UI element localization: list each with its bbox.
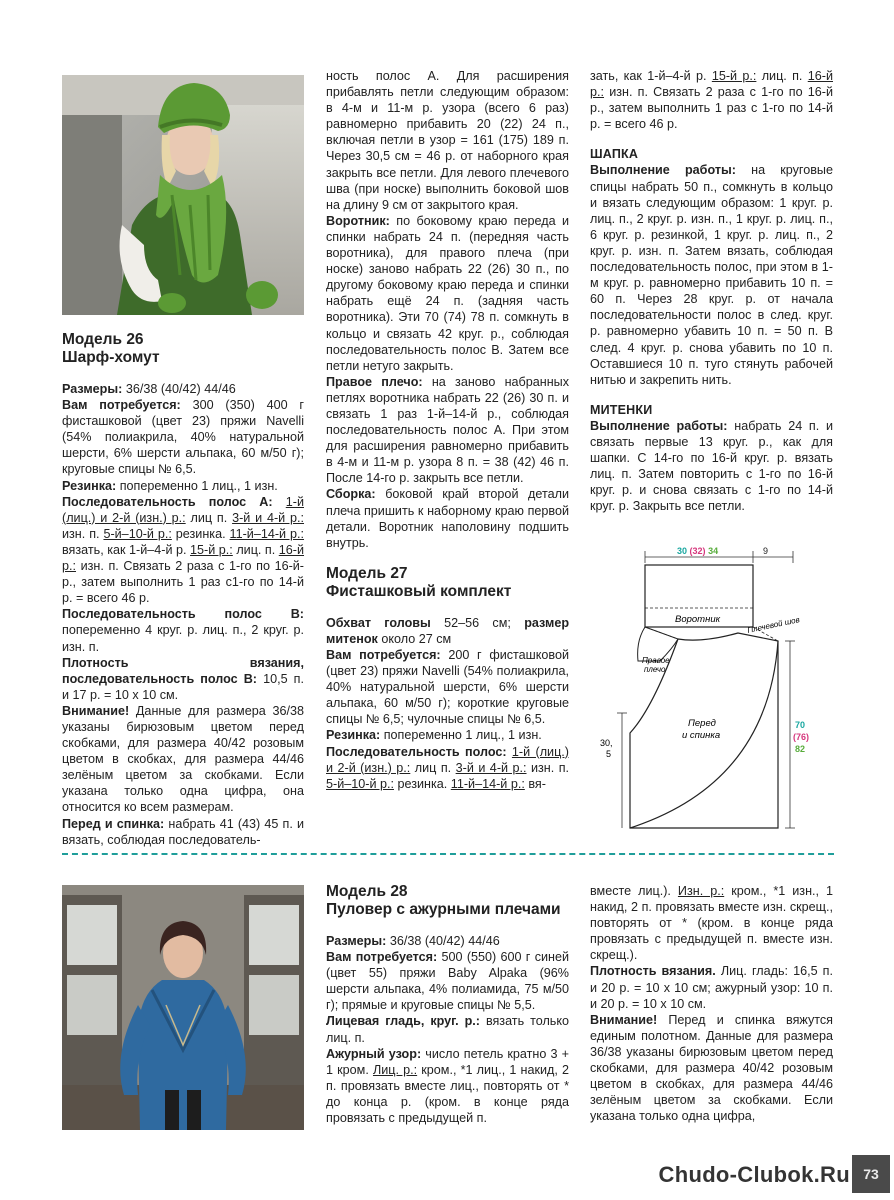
label-front-back-2: и спинка <box>682 730 721 741</box>
column-2 <box>326 68 569 792</box>
column-4 <box>326 883 569 1126</box>
model-27-sizes: Обхват головы 52–56 см; размер митенок около 27 см <box>326 615 570 646</box>
svg-text:30 (32) 34 <box>677 546 718 556</box>
dim-top-size-3: 34 <box>708 546 719 556</box>
model-28-attention: Внимание! Перед и спинка вяжутся единым полотном. Данные для размера 36/38 указаны бирюзовым цветом перед скобками, для размера 40/42 розовым цветом в скобках, для размера 44/46 зелёным цветом за скобками. Если указана только одна цифра, <box>590 1012 833 1124</box>
model-26-right-shoulder: Правое плечо: на заново набранных петлях воротника набрать 22 (26) 30 п. и связать 1 раз 1-й–14-й р., соблюдая последовательность полос А. При этом для расширения равномерно прибавить в 4-м и 11-м р. узора 8 п. = 38 (42) 46 п. После 14-го р. закрыть все петли. <box>326 374 570 486</box>
model-26-title: Модель 26 <box>62 331 144 348</box>
label-front-back-1: Перед <box>688 718 716 729</box>
dim-right-size-1: 70 <box>795 720 806 730</box>
model-28-name: Пуловер с ажурными плечами <box>326 901 561 918</box>
dim-right-size-2: (76) <box>793 732 810 742</box>
model-26-materials: Вам потребуется: 300 (350) 400 г фисташковой (цвет 23) пряжи Navelli (54% полиакрила, 40% натуральной шерсти, 6% шерсти альпака, 60 м/50 г); круговые спицы № 6,5. <box>62 398 305 477</box>
model-28-gauge: Плотность вязания. Лиц. гладь: 16,5 п. и 20 р. = 10 х 10 см; ажурный узор: 10 п. и 20 р. = 10 х 10 см. <box>590 964 834 1011</box>
model-28-title: Модель 28 <box>326 883 408 900</box>
model-27-stripe-seq: Последовательность полос: 1-й (лиц.) и 2-й (изн.) р.: лиц п. 3-й и 4-й р.: изн. п. 5-й–10-й р.: резинка. 11-й–14-й р.: вя- <box>326 744 570 791</box>
model-27-materials: Вам потребуется: 200 г фисташковой (цвет 23) пряжи Navelli (54% полиакрила, 40% натуральной шерсти, 6% шерсти альпака, 60 м/50 г); короткие круговые спицы № 6,5; чулочные спицы № 6,5. <box>326 648 570 727</box>
model-27-rib: Резинка: попеременно 1 лиц., 1 изн. <box>326 728 542 743</box>
model-26-name: Шарф-хомут <box>62 349 160 366</box>
model-26-continued: ность полос А. Для расширения прибавлять петли следующим образом: в 4-м и 11-м р. узора (всего 6 раз) равномерно прибавить 20 (22) 24 п., включая петли в узор = 161 (175) 189 п. Через 30,5 см = 46 р. от наборного края закрыть все петли. Для левого плечевого шва (при носке) выполнить боковой шов на длину 9 см от закрытого края. <box>326 69 569 212</box>
label-shoulder-seam: Плечевой шов <box>746 615 801 635</box>
model-26-assembly: Сборка: боковой край второй детали плеча пришить к наборному краю первой детали. Воротник наполовину подшить внутрь. <box>326 487 570 550</box>
page-number: 73 <box>852 1155 890 1193</box>
photo-model-26 <box>62 75 304 315</box>
model-28-materials: Вам потребуется: 500 (550) 600 г синей (цвет 55) пряжи Baby Alpaka (96% шерсти альпака, 4% полиамида, 75 м/50 г); прямые и круговые спицы № 5,5. <box>326 950 570 1013</box>
column-3 <box>590 68 833 514</box>
model-26-stripe-seq-b: Последовательность полос В: попеременно 4 круг. р. лиц. п., 2 круг. р. изн. п. <box>62 607 304 654</box>
model-26-gauge: Плотность вязания, последовательность полос В: 10,5 п. и 17 р. = 10 х 10 см. <box>62 655 304 702</box>
model-26-rib: Резинка: попеременно 1 лиц., 1 изн. <box>62 478 278 493</box>
mittens-section-title: МИТЕНКИ <box>590 402 653 417</box>
pattern-diagram <box>598 543 838 840</box>
model-26-attention: Внимание! Данные для размера 36/38 указаны бирюзовым цветом перед скобками, для размера 40/42 розовым цветом в скобках, для размера 44/46 зелёным цветом за скобками. Если указана только одна цифра, она относится ко всем размерам. <box>62 703 304 815</box>
hat-section-title: ШАПКА <box>590 147 639 162</box>
model-26-collar: Воротник: по боковому краю переда и спинки набрать 24 п. (передняя часть воротника), для правого плеча (при носке) заново набрать 22 (26) 30 п., по другому боковому краю переда и спинки набрать ещё 24 п. (задняя часть воротника). Эти 70 (74) 78 п. сомкнуть в кольцо и связать 42 круг. р., соблюдая последовательность полос В. Затем все петли нетуго закрыть. <box>326 213 569 373</box>
dim-left-1: 30, <box>600 738 613 748</box>
hat-instructions: Выполнение работы: на круговые спицы набрать 50 п., сомкнуть в кольцо и вязать следующим образом: 1 круг. р. лиц. п., 2 круг. р. изн. п., 1 круг. р. лиц. п., 6 круг. р. резинкой, 1 круг. р. лиц. п., 2 круг. р. изн. п. Затем вязать, соблюдая последовательность полос, при этом в 1-м круг. р. равномерно прибавить 10 п. = 60 п. Через 28 круг. р. от начала последовательности полос в след. круг. р. равномерно убавить 10 п. = 50 п. В след. 4 круг. р. снова убавить по 10 п. Оставшиеся 10 п. туго стянуть рабочей нитью и закрепить нить. <box>590 163 833 387</box>
model-27-title: Модель 27 <box>326 564 408 582</box>
model-27-stripe-seq-cont: зать, как 1-й–4-й р. 15-й р.: лиц. п. 16-й р.: изн. п. Связать 2 раза с 1-го по 16-й р., затем выполнить 1 раз с 1-го по 14-й р. = всего 46 р. <box>590 69 833 132</box>
column-5 <box>590 883 833 1124</box>
mittens-instructions: Выполнение работы: набрать 24 п. и связать первые 13 круг. р., как для шапки. С 14-го по 16-й круг. р. вязать лиц. п. Затем повторить с 1-го по 16-й круг. р. и снова связать с 1-го по 14-й круг. р. Закрыть все петли. <box>590 418 834 514</box>
dim-top-size-2: (32) <box>689 546 706 556</box>
model-27-name: Фисташковый комплект <box>326 582 512 600</box>
label-right-shoulder-2: плечо <box>644 665 666 674</box>
photo-model-28 <box>62 885 304 1130</box>
dim-right-size-3: 82 <box>795 744 806 754</box>
column-1 <box>62 331 304 848</box>
site-watermark: Chudo-Clubok.Ru <box>658 1162 850 1187</box>
model-28-sizes: Размеры: 36/38 (40/42) 44/46 <box>326 934 500 948</box>
model-28-lace-pattern: Ажурный узор: число петель кратно 3 + 1 кром. Лиц. р.: кром., *1 лиц., 1 накид, 2 п. провязать вместе лиц., повторять от * до конца р. (кром. в конце ряда провязать с предыдущей п. <box>326 1046 569 1126</box>
dim-top-9: 9 <box>763 546 769 556</box>
label-collar: Воротник <box>675 614 721 625</box>
dim-left-2: 5 <box>606 749 612 759</box>
model-26-front-back: Перед и спинка: набрать 41 (43) 45 п. и вязать, соблюдая последователь- <box>62 816 305 847</box>
model-28-lace-cont: вместе лиц.). Изн. р.: кром., *1 изн., 1 накид, 2 п. провязать вместе изн. скрещ., повторять от * (кром. в конце ряда провязать с предыдущей п. вместе изн. скрещ.). <box>590 884 834 963</box>
dim-top-size-1: 30 <box>677 546 688 556</box>
model-26-stripe-seq-a: Последовательность полос А: 1-й (лиц.) и 2-й (изн.) р.: лиц п. 3-й и 4-й р.: изн. п. 5-й–10-й р.: резинка. 11-й–14-й р.: вязать, как 1-й–4-й р. 15-й р.: лиц. п. 16-й р.: изн. п. Связать 2 раза с 1-го по 16-й-р., затем выполнить 1 раз с1-го по 14-й р. = всего 46 р. <box>62 494 305 606</box>
model-28-stockinette: Лицевая гладь, круг. р.: вязать только лиц. п. <box>326 1014 570 1045</box>
model-26-sizes: Размеры: 36/38 (40/42) 44/46 <box>62 382 236 396</box>
label-right-shoulder-1: Правое <box>642 656 670 665</box>
section-divider <box>62 853 834 855</box>
